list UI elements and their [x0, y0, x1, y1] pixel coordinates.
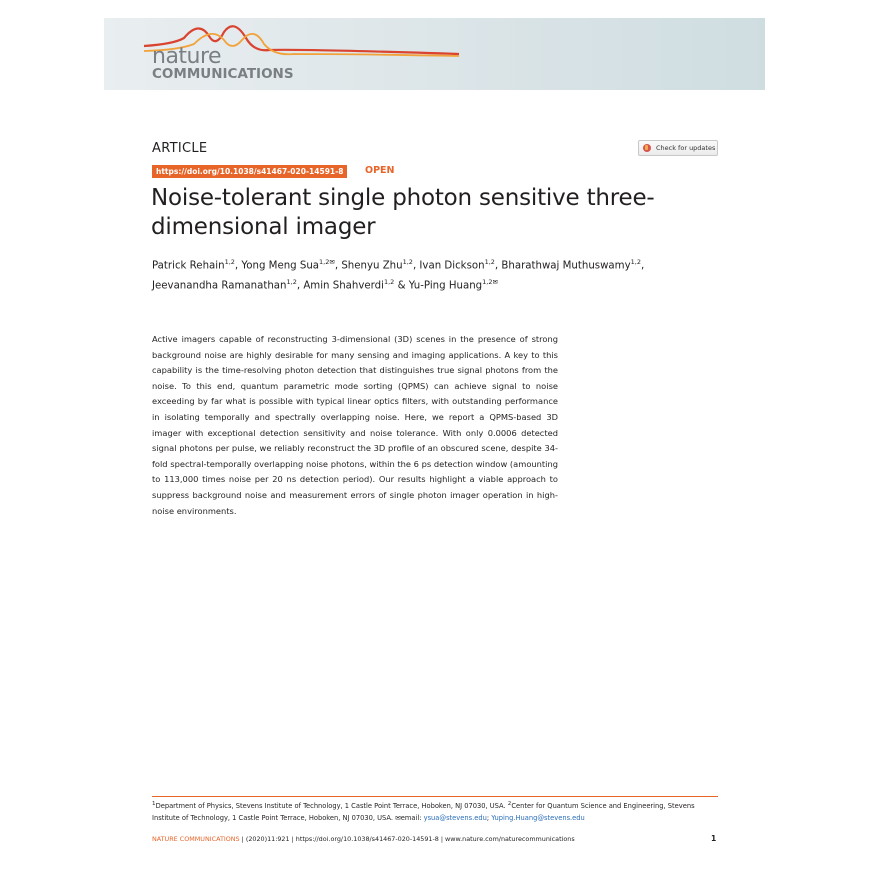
email-link-huang[interactable]: Yuping.Huang@stevens.edu [491, 813, 585, 822]
author-affiliation: 1,2 [224, 258, 235, 266]
author-affiliation: 1,2 [630, 258, 641, 266]
author-name: Amin Shahverdi [303, 280, 384, 292]
article-type-label: ARTICLE [152, 141, 208, 156]
footer-journal-name: NATURE COMMUNICATIONS [152, 835, 240, 843]
crossmark-icon [643, 144, 651, 152]
page-number: 1 [711, 834, 717, 843]
email-separator: ; [486, 813, 490, 822]
affiliation-2: Center for Quantum Science and Engineering, Stevens Institute of Technology, 1 Castle Point Terrace, Hoboken, NJ 07030, USA. [152, 802, 695, 822]
author-name: Yong Meng Sua [241, 260, 320, 272]
affiliation-marker: 2 [507, 801, 512, 807]
affiliation-marker: 1 [152, 801, 156, 807]
author-affiliation: 1,2 [286, 278, 297, 287]
author-name: Bharathwaj Muthuswamy [501, 260, 631, 272]
logo-communications-text: COMMUNICATIONS [152, 66, 294, 82]
check-for-updates-button[interactable] [638, 140, 718, 156]
page-footer [152, 835, 575, 843]
author-name: Patrick Rehain [152, 260, 225, 272]
author-affiliation: 1,2 [484, 258, 495, 266]
email-link-sua[interactable]: ysua@stevens.edu [423, 813, 487, 822]
logo-nature-text: nature [152, 44, 222, 69]
doi-link[interactable]: https://doi.org/10.1038/s41467-020-14591-8 [152, 165, 347, 178]
abstract-text: Active imagers capable of reconstructing 3-dimensional (3D) scenes in the presence of strong background noise are highly desirable for many sensing and imaging applications. A key to this capability is the time-resolving photon detection that distinguishes true signal photons from the noise. To this end, quantum parametric mode sorting (QPMS) can achieve signal to noise exceeding by far what is possible with typical linear optics filters, with outstanding performance in isolating temporally and spectrally overlapping noise. Here, we report a QPMS-based 3D imager with exceptional detection sensitivity and noise tolerance. With only 0.0006 detected signal photons per pulse, we reliably reconstruct the 3D profile of an obscured scene, despite 34-fold spectral-temporally overlapping noise photons, within the 6 ps detection window (amounting to 113,000 times noise per 20 ns detection period). Our results highlight a viable approach to suppress background noise and measurement errors of single photon imager operation in high-noise environments. [152, 334, 558, 516]
check-for-updates-label: Check for updates [656, 144, 716, 152]
author-name: Jeevanandha Ramanathan [152, 280, 287, 292]
author-affiliation: 1,2✉ [319, 258, 335, 266]
footnote-divider [152, 796, 718, 797]
article-title: Noise-tolerant single photon sensitive three-dimensional imager [151, 185, 655, 240]
author-affiliation: 1,2 [402, 258, 413, 266]
email-label: ✉email: [395, 813, 422, 822]
author-name: Ivan Dickson [419, 260, 485, 272]
footer-citation: | (2020)11:921 | https://doi.org/10.1038/s41467-020-14591-8 | www.nature.com/naturecommunications [239, 835, 575, 843]
journal-banner [104, 18, 765, 90]
open-access-label: OPEN [365, 165, 395, 176]
author-name: Shenyu Zhu [341, 260, 403, 272]
author-name: Yu-Ping Huang [408, 280, 483, 292]
affiliations-footnote [152, 799, 722, 824]
author-list: Patrick Rehain$^{1,2}$, Yong Meng Sua$^{1,2✉}$, Shenyu Zhu$^{1,2}$, Ivan Dickson$^{1,2}$, Bharathwaj Muthuswamy$^{1,2}$, Jeevanandha Ramanathan$^{1,2}$, Amin Shahverdi$^{1,2}$ & Yu-Ping Huang$^{1,2✉}$ [152, 258, 645, 292]
author-affiliation: 1,2 [383, 278, 395, 287]
affiliation-1: Department of Physics, Stevens Institute of Technology, 1 Castle Point Terrace, Hoboken, NJ 07030, USA. [155, 802, 506, 811]
author-affiliation: 1,2✉ [482, 278, 498, 287]
